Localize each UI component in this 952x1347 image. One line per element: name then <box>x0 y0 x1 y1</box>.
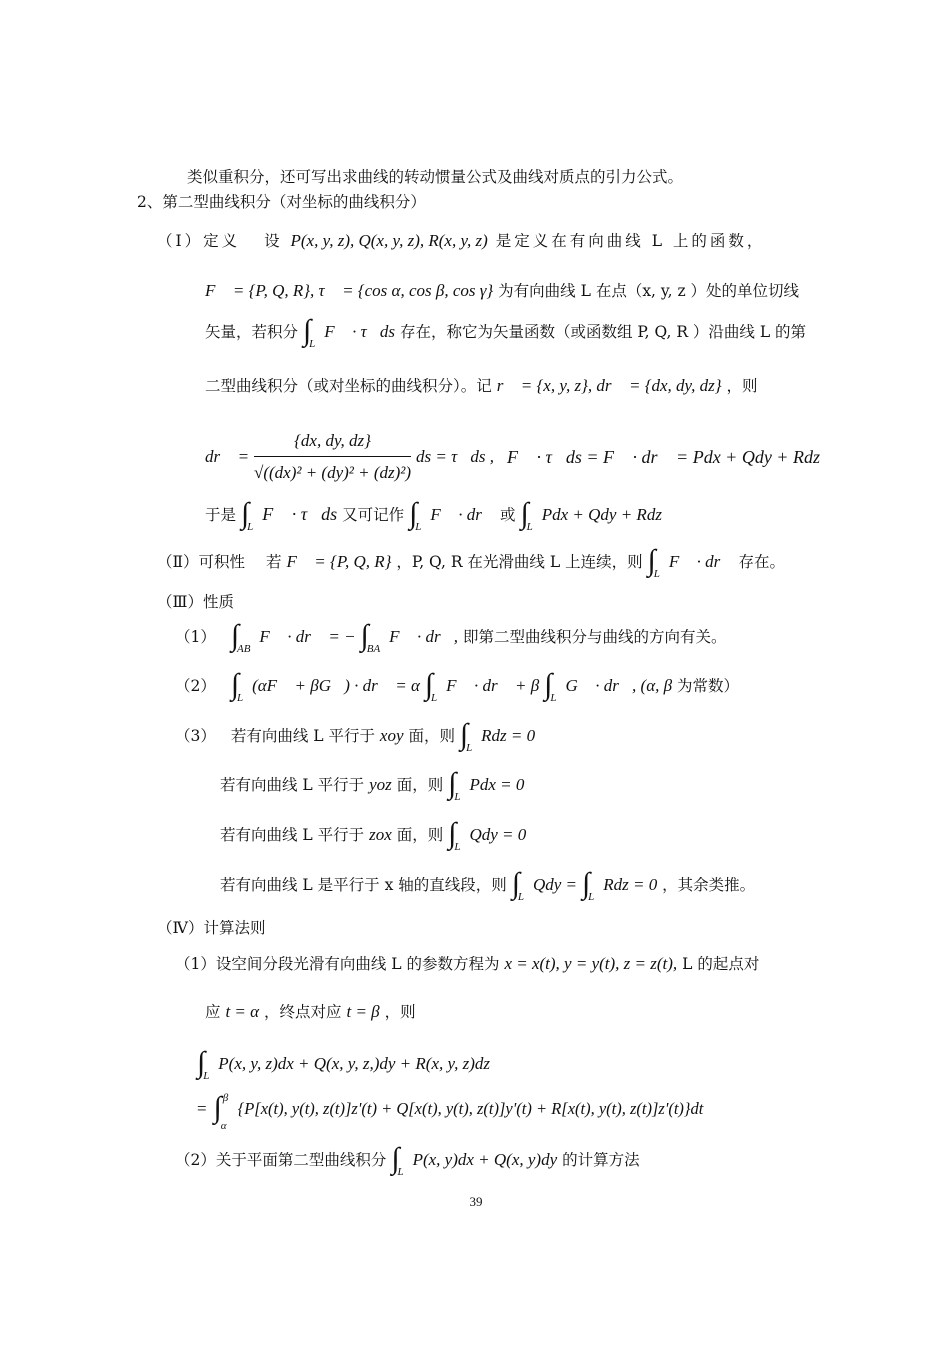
c2-post: ，则 <box>384 1003 416 1021</box>
definition-line-6 <box>205 497 662 538</box>
integral-sign: ∫ <box>240 497 250 530</box>
p3a-pre: 若有向曲线 L 平行于 <box>230 727 375 745</box>
fraction-denominator: √((dx)² + (dy)² + (dz)²) <box>254 463 412 482</box>
property-3c <box>220 817 527 858</box>
integral-sign: ∫ <box>448 767 457 800</box>
c5-post: 的计算方法 <box>562 1151 640 1169</box>
def-l6-pre: 于是 <box>205 506 237 524</box>
dr-fraction <box>254 428 411 486</box>
p3a-math: Rdz = 0 <box>481 726 536 745</box>
definition-line-2 <box>205 280 799 302</box>
properties-label: （Ⅲ）性质 <box>157 593 234 611</box>
definition-label: （Ⅰ）定义 <box>157 232 241 250</box>
vector-r-dr: r⃗ = {x, y, z}, dr⃗ = {dx, dy, dz} <box>496 376 722 395</box>
integral-subscript: L <box>237 692 244 704</box>
integral-sign: ∫ <box>213 1091 222 1124</box>
calc-label: （Ⅳ）计算法则 <box>157 919 266 937</box>
pqr-functions: P(x, y, z), Q(x, y, z), R(x, y, z) <box>290 231 488 250</box>
p3d-post: ，其余类推。 <box>662 876 756 894</box>
integral-c: Pdx + Qdy + Rdz <box>541 505 662 524</box>
plane-line-integral: P(x, y)dx + Q(x, y)dy <box>412 1150 558 1169</box>
p1-math: F⃗ · dr⃗ = − <box>259 627 356 646</box>
t-alpha: t = α <box>225 1002 260 1021</box>
integrability-label: （Ⅱ）可积性 <box>157 553 246 571</box>
integral-subscript: L <box>431 692 438 704</box>
def-l6-or: 或 <box>500 506 516 524</box>
upper-limit: β <box>222 1092 229 1104</box>
integral-subscript: L <box>454 841 461 853</box>
p3a-plane: xoy <box>379 726 404 745</box>
space-line-integral: P(x, y, z)dx + Q(x, y, z,)dy + R(x, y, z)dz <box>218 1054 490 1073</box>
integral-b: F⃗ · dr⃗ <box>430 505 496 524</box>
param-equation: x = x(t), y = y(t), z = z(t), <box>504 954 678 973</box>
page-number: 39 <box>469 1194 483 1209</box>
p3b-math: Pdx = 0 <box>469 775 525 794</box>
integral-subscript-ab: AB <box>237 643 251 655</box>
integral-subscript: L <box>526 521 533 533</box>
c1-pre: （1）设空间分段光滑有向曲线 L 的参数方程为 <box>175 955 500 973</box>
fraction-numerator: {dx, dy, dz} <box>254 428 411 457</box>
integral-subscript: L <box>454 791 461 803</box>
calc-line-3 <box>197 1046 490 1087</box>
integral-sign: ∫ <box>581 867 591 900</box>
integral-sign: ∫ <box>647 544 656 577</box>
integral-sign: ∫ <box>302 314 312 347</box>
p1-text: 即第二型曲线积分与曲线的方向有关。 <box>463 628 727 646</box>
p3a-mid: 面，则 <box>408 727 455 745</box>
integral-subscript-ba: BA <box>366 643 381 655</box>
c5-pre: （2）关于平面第二型曲线积分 <box>175 1151 387 1169</box>
parametric-integrand: {P[x(t), y(t), z(t)]z'(t) + Q[x(t), y(t), z(t)]y'(t) + R[x(t), y(t), z(t)]z'(t)}dt <box>237 1099 704 1118</box>
c2-pre: 应 <box>205 1003 221 1021</box>
integral-sign: ∫ <box>230 619 240 652</box>
integrability-pre: 若 <box>265 553 282 571</box>
integral-sign: ∫ <box>520 497 529 530</box>
definition-pre: 设 <box>264 232 283 250</box>
property-2 <box>175 668 740 709</box>
t-beta: t = β <box>346 1002 380 1021</box>
integral-limits <box>220 1092 233 1132</box>
p3-label: （3） <box>175 727 216 745</box>
p3c-math: Qdy = 0 <box>469 825 527 844</box>
integral-subscript: L <box>517 891 525 903</box>
definition-line-3 <box>205 314 807 355</box>
p3d-math1: Qdy = <box>532 875 578 894</box>
integral-subscript: L <box>466 742 473 754</box>
dr-rhs: ds = τ⃗ds , <box>416 447 495 466</box>
def-l3-post: 存在，称它为矢量函数（或函数组 P, Q, R ）沿曲线 L 的第 <box>399 323 807 341</box>
unit-tangent-text: 为有向曲线 L 在点（x, y, z ）处的单位切线 <box>498 282 800 300</box>
integral-sign: ∫ <box>544 668 553 701</box>
integral-subscript: L <box>653 568 660 580</box>
integrability-f: F⃗ = {P, Q, R} <box>286 552 392 571</box>
p2-label: （2） <box>175 677 216 695</box>
calc-line-1 <box>175 953 759 975</box>
integral-sign: ∫ <box>391 1142 400 1175</box>
def-l4-pre: 二型曲线积分（或对坐标的曲线积分）。记 <box>205 377 492 395</box>
calc-line-4 <box>197 1091 704 1132</box>
integral-sign: ∫ <box>511 867 520 900</box>
calc-line-2 <box>205 1001 416 1023</box>
calc-line-5 <box>175 1142 640 1183</box>
integral-sign: ∫ <box>459 718 469 751</box>
intro-text: 类似重积分，还可写出求曲线的转动惯量公式及曲线对质点的引力公式。 <box>187 168 684 186</box>
definition-post: 是定义在有向曲线 L 上的函数， <box>495 232 766 250</box>
p3c-plane: zox <box>369 825 392 844</box>
equals-sign: = <box>197 1099 207 1118</box>
property-3d <box>220 867 756 908</box>
integral-subscript: L <box>397 1166 404 1178</box>
p2-math: (αF⃗ + βG⃗) · dr⃗ = α <box>252 676 420 695</box>
c2-mid: ，终点对应 <box>264 1003 342 1021</box>
integrability-post: 存在。 <box>738 553 785 571</box>
p3c-pre: 若有向曲线 L 平行于 <box>220 826 365 844</box>
property-3a <box>175 718 536 759</box>
integrand-f-tau: F⃗ · τ⃗ds <box>324 322 396 341</box>
vector-f-tau: F⃗ = {P, Q, R}, τ⃗ = {cos α, cos β, cos γ} <box>205 281 494 300</box>
p1-math2: F⃗ · dr⃗, <box>389 627 459 646</box>
integrability-line <box>157 544 785 585</box>
property-3b <box>220 767 525 808</box>
integral-subscript: L <box>203 1070 210 1082</box>
integral-sign: ∫ <box>360 619 369 652</box>
integral-sign: ∫ <box>424 668 434 701</box>
integral-sign: ∫ <box>448 817 457 850</box>
p3b-plane: yoz <box>369 775 392 794</box>
p2-math2: F⃗ · dr⃗ + β <box>446 676 540 695</box>
integral-subscript: L <box>550 692 557 704</box>
f-dot-dr-equation: F⃗ · τ⃗ds = F⃗ · dr⃗ = Pdx + Qdy + Rdz <box>506 447 820 467</box>
definition-line-5 <box>205 428 820 486</box>
integral-a: F⃗ · τ⃗ds <box>262 504 338 524</box>
integral-sign: ∫ <box>197 1046 206 1079</box>
integral-subscript: L <box>247 521 254 533</box>
p1-label: （1） <box>175 628 216 646</box>
section-2-title: 2、第二型曲线积分（对坐标的曲线积分） <box>137 193 426 211</box>
p3d-math2: Rdz = 0 <box>603 875 658 894</box>
p3b-mid: 面，则 <box>396 776 444 794</box>
integral-subscript: L <box>588 891 595 903</box>
definition-line-4 <box>205 375 758 397</box>
integral-sign: ∫ <box>409 497 418 530</box>
p3c-mid: 面，则 <box>396 826 444 844</box>
p3b-pre: 若有向曲线 L 平行于 <box>220 776 365 794</box>
integrability-mid: ，P, Q, R 在光滑曲线 L 上连续，则 <box>396 553 643 571</box>
p2-text: 为常数） <box>677 677 740 695</box>
def-l6-mid: 又可记作 <box>342 506 405 524</box>
integral-subscript: L <box>309 338 316 350</box>
definition-line-1 <box>157 230 765 252</box>
dr-lhs: dr⃗ = <box>205 447 250 466</box>
lower-limit: α <box>220 1120 227 1132</box>
integral-sign: ∫ <box>230 668 240 701</box>
def-l4-post: ，则 <box>726 377 758 395</box>
p3d-pre: 若有向曲线 L 是平行于 x 轴的直线段，则 <box>220 876 507 894</box>
c1-post: L 的起点对 <box>682 955 760 973</box>
p2-math3: G⃗ · dr⃗, (α, β <box>565 676 673 695</box>
property-1 <box>175 619 727 660</box>
def-l3-pre: 矢量，若积分 <box>205 323 299 341</box>
integral-subscript: L <box>415 521 422 533</box>
integrability-f-dr: F⃗ · dr⃗ <box>668 552 734 571</box>
